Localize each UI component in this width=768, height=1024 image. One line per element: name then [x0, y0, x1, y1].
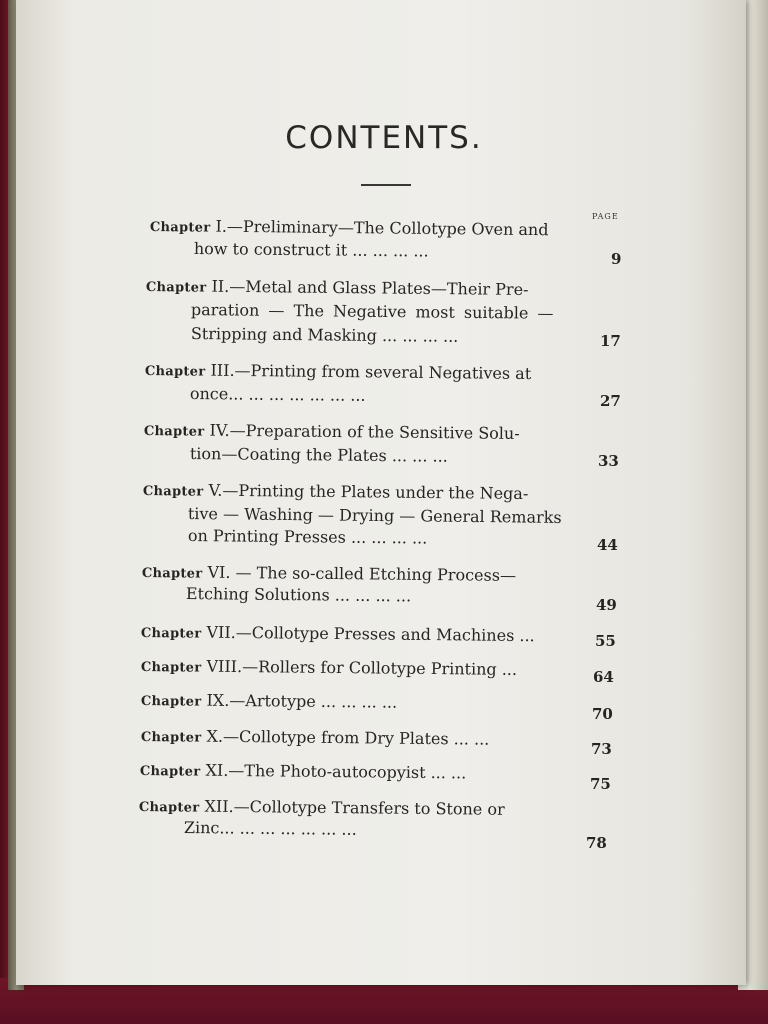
- toc-entry-7-line-1: Chapter VII.—Collotype Presses and Machines ...: [140, 622, 535, 646]
- toc-entry-4-page: 33: [598, 452, 619, 470]
- toc-entry-3-page: 27: [600, 392, 621, 410]
- toc-entry-2-line-2: paration — The Negative most suitable —: [190, 300, 554, 323]
- toc-entry-9-page: 70: [592, 705, 613, 723]
- toc-entry-5-line-2: tive — Washing — Drying — General Remarks: [187, 504, 562, 527]
- toc-entry-5-page: 44: [597, 536, 618, 554]
- toc-entry-4-line-2: tion—Coating the Plates ... ... ...: [189, 444, 448, 466]
- toc-entry-5-line-3: on Printing Presses ... ... ... ...: [187, 526, 428, 548]
- toc-entry-8-line-1: Chapter VIII.—Rollers for Collotype Printing ...: [140, 656, 518, 679]
- toc-entry-2-page: 17: [600, 332, 621, 350]
- title-rule: [361, 184, 411, 186]
- toc-entry-2-line-3: Stripping and Masking ... ... ... ...: [190, 324, 459, 346]
- toc-entry-12-line-2: Zinc... ... ... ... ... ... ...: [183, 818, 357, 839]
- toc-entry-9-line-1: Chapter IX.—Artotype ... ... ... ...: [140, 690, 398, 712]
- toc-entry-7-page: 55: [595, 632, 616, 650]
- toc-entry-12-page: 78: [586, 834, 607, 852]
- toc-entry-10-line-1: Chapter X.—Collotype from Dry Plates ... ...: [140, 726, 490, 749]
- toc-entry-6-line-1: Chapter VI. — The so-called Etching Process—: [141, 562, 517, 585]
- toc-entry-11-page: 75: [590, 775, 611, 793]
- toc-entry-5-line-1: Chapter V.—Printing the Plates under the Nega-: [142, 480, 529, 504]
- toc-entry-3-line-1: Chapter III.—Printing from several Negatives at: [144, 360, 532, 384]
- toc-entry-12-line-1: Chapter XII.—Collotype Transfers to Stone or: [138, 796, 505, 819]
- toc-entry-3-line-2: once... ... ... ... ... ... ...: [189, 384, 366, 405]
- toc-entry-1-line-2: how to construct it ... ... ... ...: [193, 239, 429, 261]
- toc-entry-11-line-1: Chapter XI.—The Photo-autocopyist ... ...: [139, 760, 467, 783]
- toc-entry-1-line-1: Chapter I.—Preliminary—The Collotype Oven and: [149, 216, 549, 240]
- toc-entry-4-line-1: Chapter IV.—Preparation of the Sensitive Solu-: [143, 420, 520, 443]
- toc-entry-10-page: 73: [591, 740, 612, 758]
- toc-entry-6-page: 49: [596, 596, 617, 614]
- page-column-heading: PAGE: [592, 212, 619, 221]
- toc-entry-8-page: 64: [593, 668, 614, 686]
- toc-entry-1-page: 9: [611, 250, 622, 268]
- toc-entry-6-line-2: Etching Solutions ... ... ... ...: [185, 584, 412, 606]
- page-title: CONTENTS.: [285, 120, 483, 156]
- toc-entry-2-line-1: Chapter II.—Metal and Glass Plates—Their Pre-: [145, 276, 529, 300]
